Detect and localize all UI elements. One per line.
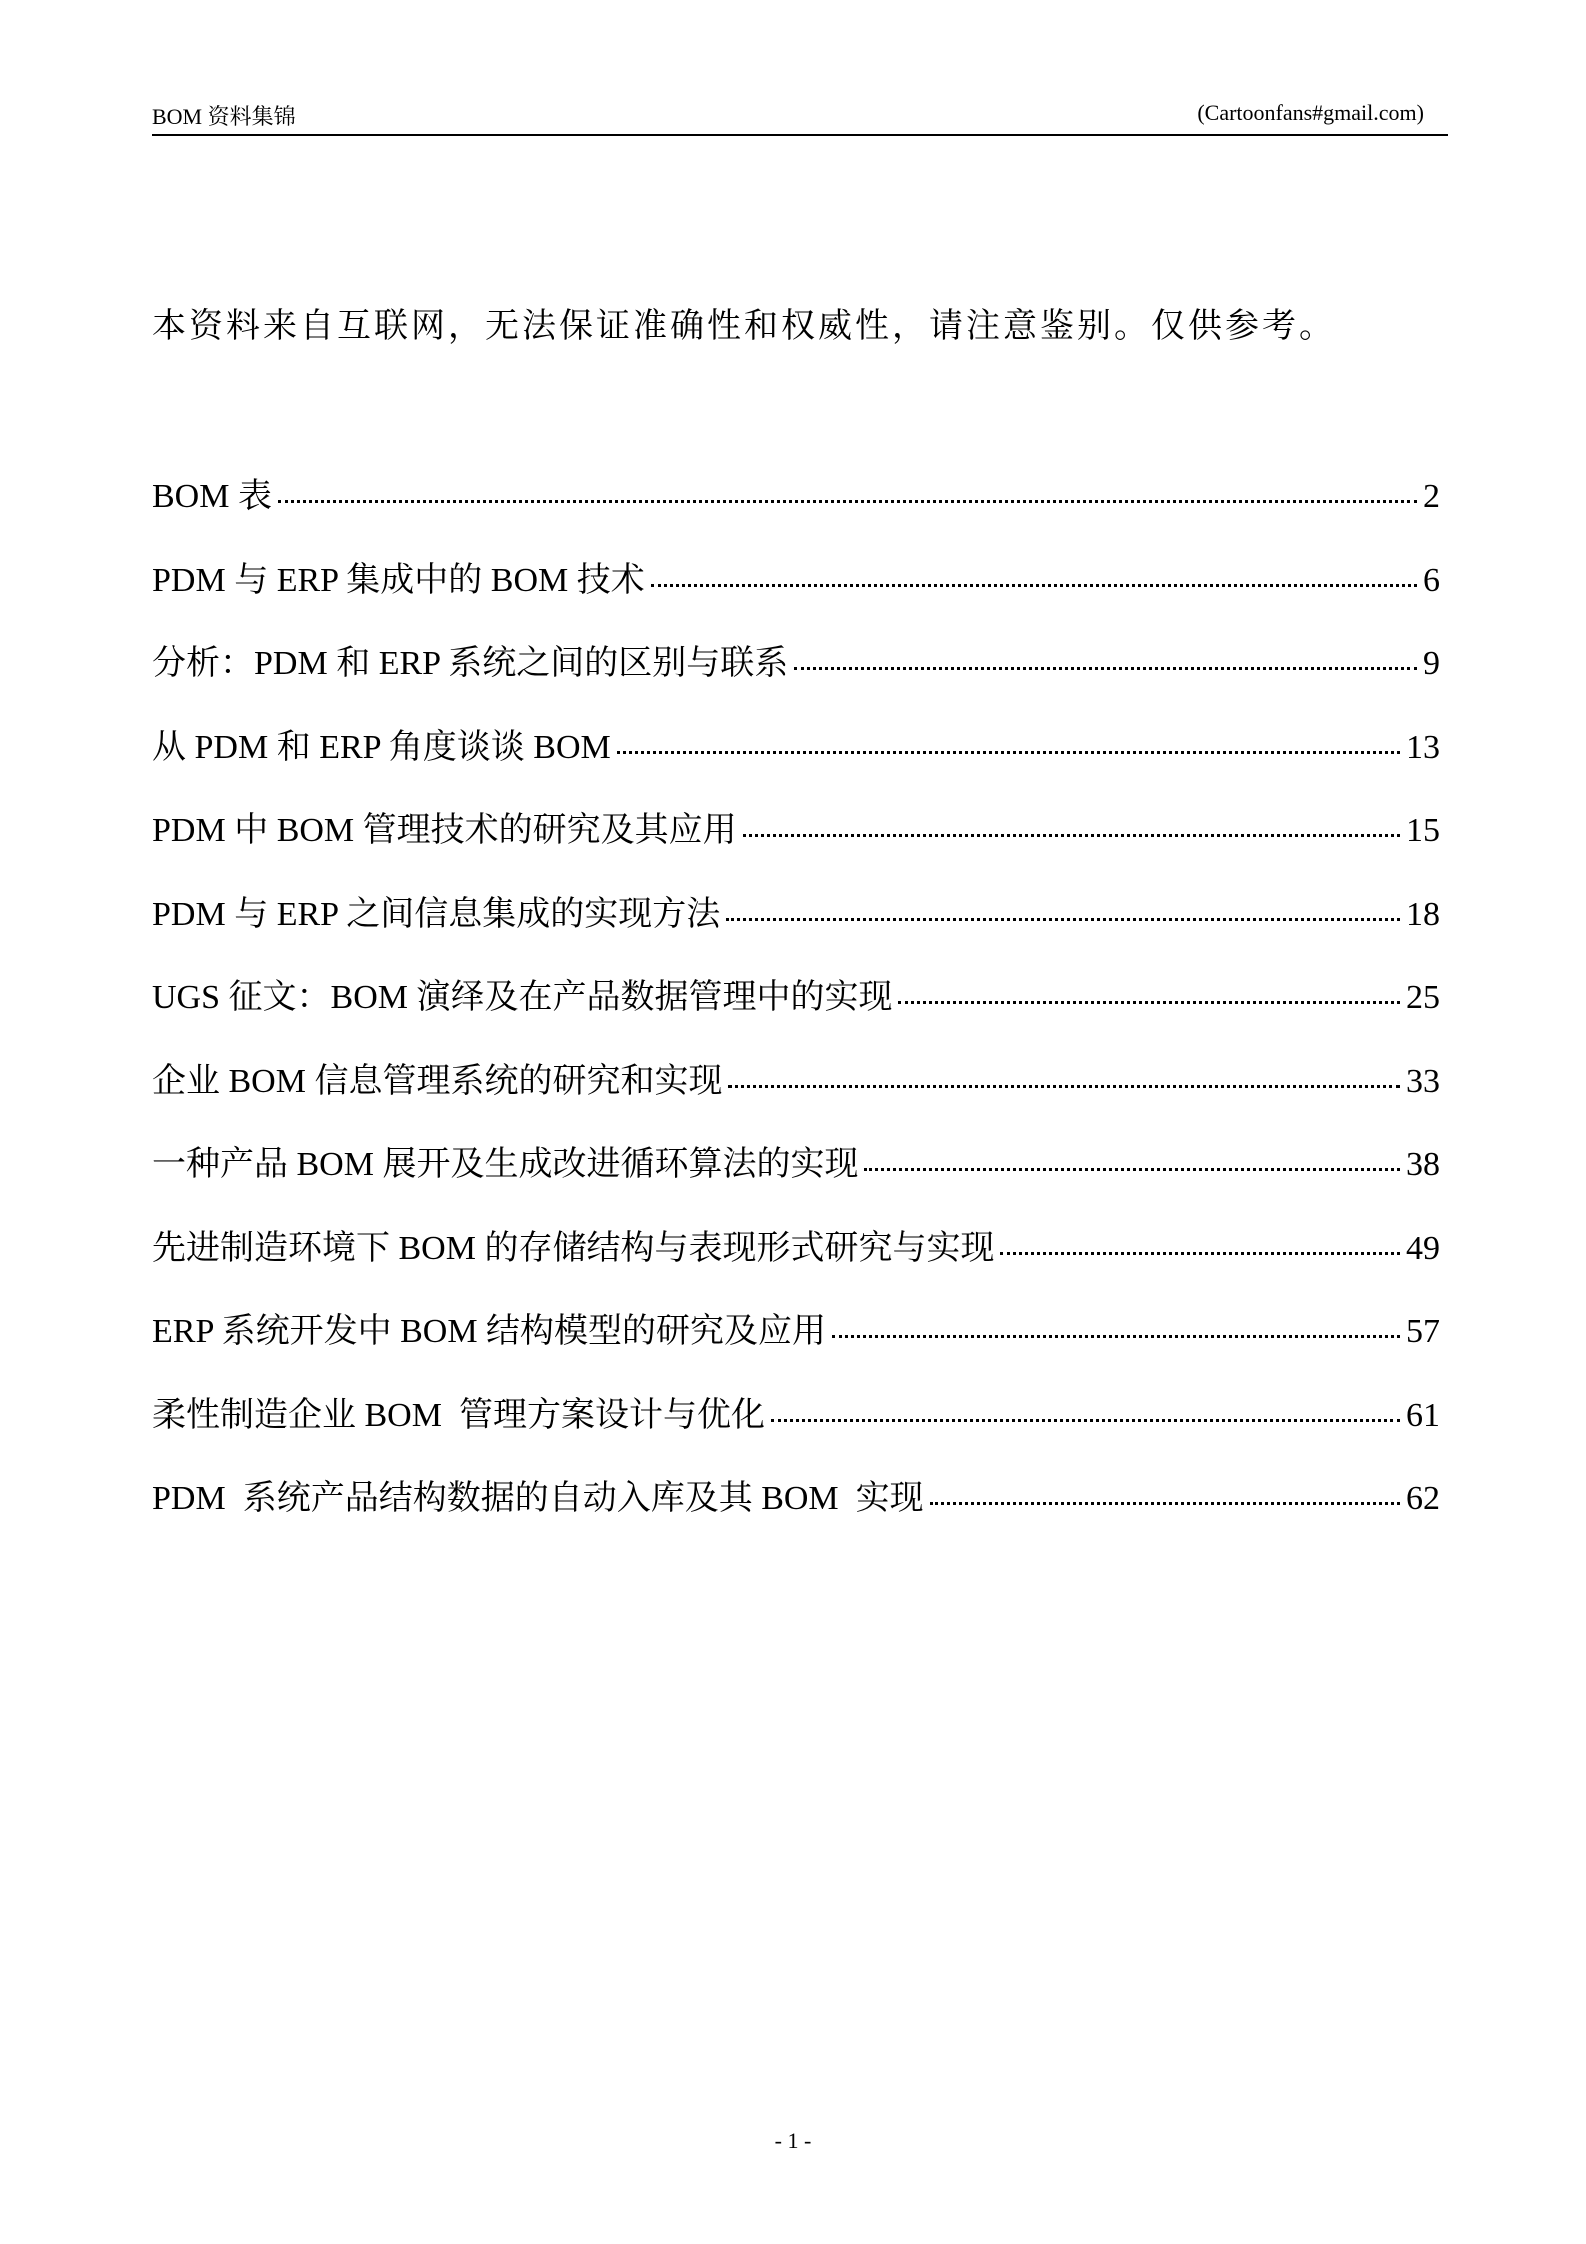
page-header [152, 98, 1448, 136]
toc-entry[interactable] [152, 468, 1440, 552]
toc-entry-title: UGS 征文：BOM 演绎及在产品数据管理中的实现 [152, 979, 893, 1016]
toc-dot-leader [278, 498, 1417, 503]
toc-entry[interactable] [152, 552, 1440, 636]
toc-entry-title: 分析：PDM 和 ERP 系统之间的区别与联系 [152, 645, 789, 682]
toc-dot-leader [832, 1333, 1400, 1338]
toc-entry-page: 38 [1406, 1146, 1440, 1183]
toc-entry-title: ERP 系统开发中 BOM 结构模型的研究及应用 [152, 1313, 827, 1350]
toc-entry[interactable] [152, 886, 1440, 970]
toc-dot-leader [726, 916, 1400, 921]
toc-entry-title: PDM 与 ERP 之间信息集成的实现方法 [152, 895, 721, 933]
toc-entry-title: 从 PDM 和 ERP 角度谈谈 BOM [152, 728, 611, 766]
table-of-contents [152, 468, 1440, 1554]
toc-entry-page: 18 [1406, 895, 1440, 933]
toc-dot-leader [651, 582, 1417, 587]
toc-entry[interactable] [152, 1303, 1440, 1387]
toc-entry-page: 49 [1406, 1229, 1440, 1267]
toc-entry[interactable] [152, 719, 1440, 803]
toc-dot-leader [728, 1083, 1400, 1088]
toc-entry[interactable] [152, 1220, 1440, 1304]
toc-dot-leader [930, 1500, 1400, 1505]
toc-entry[interactable] [152, 969, 1440, 1053]
toc-entry-title: 先进制造环境下 BOM 的存储结构与表现形式研究与实现 [152, 1229, 995, 1267]
toc-entry-title: 柔性制造企业 BOM 管理方案设计与优化 [152, 1396, 765, 1434]
toc-entry[interactable] [152, 1136, 1440, 1220]
toc-dot-leader [864, 1166, 1400, 1171]
toc-entry[interactable] [152, 1387, 1440, 1471]
toc-dot-leader [771, 1417, 1400, 1422]
toc-dot-leader [743, 832, 1400, 837]
toc-entry[interactable] [152, 1053, 1440, 1137]
header-title: BOM 资料集锦 [152, 104, 296, 129]
toc-entry-title: PDM 与 ERP 集成中的 BOM 技术 [152, 561, 645, 599]
disclaimer-text: 本资料来自互联网，无法保证准确性和权威性，请注意鉴别。仅供参考。 [152, 308, 1336, 345]
toc-entry[interactable] [152, 1470, 1440, 1554]
toc-entry-page: 9 [1423, 645, 1440, 682]
toc-entry-page: 33 [1406, 1062, 1440, 1100]
toc-entry-page: 61 [1406, 1396, 1440, 1434]
toc-entry-title: 一种产品 BOM 展开及生成改进循环算法的实现 [152, 1146, 859, 1183]
toc-dot-leader [617, 749, 1400, 754]
toc-entry-title: PDM 中 BOM 管理技术的研究及其应用 [152, 812, 737, 849]
toc-entry-page: 57 [1406, 1313, 1440, 1350]
page-number: - 1 - [774, 2128, 812, 2153]
toc-entry-page: 13 [1406, 728, 1440, 766]
header-email: (Cartoonfans#gmail.com) [1197, 100, 1424, 125]
toc-entry-title: PDM 系统产品结构数据的自动入库及其 BOM 实现 [152, 1480, 924, 1517]
toc-entry-page: 62 [1406, 1480, 1440, 1517]
toc-entry[interactable] [152, 635, 1440, 719]
toc-dot-leader [794, 665, 1417, 670]
toc-dot-leader [898, 999, 1400, 1004]
toc-entry-page: 25 [1406, 979, 1440, 1016]
toc-entry-title: BOM 表 [152, 478, 272, 515]
toc-entry-page: 2 [1423, 478, 1440, 515]
toc-entry-page: 6 [1423, 561, 1440, 599]
toc-entry[interactable] [152, 802, 1440, 886]
toc-entry-page: 15 [1406, 812, 1440, 849]
toc-dot-leader [1000, 1250, 1400, 1255]
toc-entry-title: 企业 BOM 信息管理系统的研究和实现 [152, 1062, 723, 1100]
